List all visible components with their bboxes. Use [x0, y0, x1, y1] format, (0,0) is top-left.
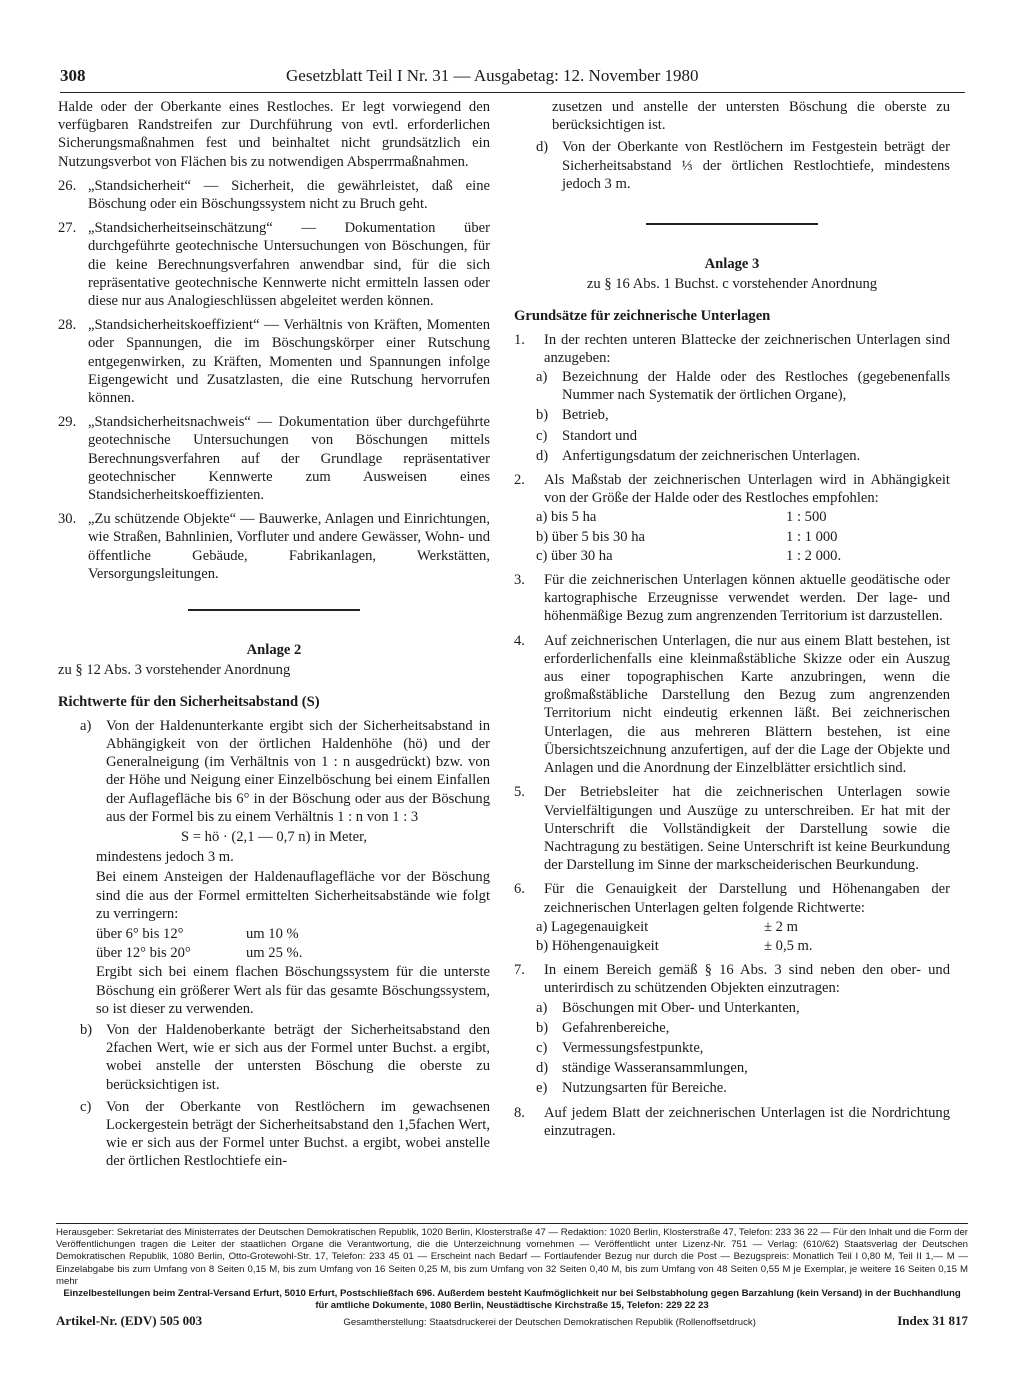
item-text: In der rechten unteren Blattecke der zeichnerischen Unterlagen sind anzugeben: — [544, 331, 950, 366]
sub-label: e) — [536, 1080, 548, 1097]
principle-sub — [514, 1039, 950, 1057]
sub-label: b) — [536, 407, 549, 424]
anlage-2-reference: zu § 12 Abs. 3 vorstehender Anordnung — [58, 662, 291, 679]
running-header: Gesetzblatt Teil I Nr. 31 — Ausgabetag: 12. November 1980 — [286, 66, 699, 85]
principle-sub — [514, 1059, 950, 1077]
reduction-value: um 25 %. — [246, 945, 303, 962]
rule-b — [58, 1021, 490, 1094]
rule-a — [58, 717, 490, 826]
publisher-info: Herausgeber: Sekretariat des Ministerrates der Deutschen Demokratischen Republik, 1020 Berlin, Klosterstraße 47 — Redaktion: 1020 Berlin, Klosterstraße 47, Telefon: 233 36 22 — Für den Inhalt und die Form der Veröffentlichungen tragen die Leiter der staatlichen Organe die Verantwortung, die die Unterzeichnung vornehmen — Veröffentlicht unter Lizenz-Nr. 751 — Verlag: (610/62) Staatsverlag der Deutschen Demokratischen Republik, 1080 Berlin, Otto-Grotewohl-Str. 17, Telefon: 233 45 01 — Erscheint nach Bedarf — Fortlaufender Bezug nur durch die Post — Bezugspreis: Monatlich Teil I 0,80 M, Teil II 1,— M — Einzelabgabe bis zum Umfang von 8 Seiten 0,15 M, bis zum Umfang von 16 Seiten 0,25 M, bis zum Umfang von 32 Seiten 0,40 M, bis zum Umfang von 48 Seiten 0,55 M je Exemplar, je weitere 16 Seiten 0,15 M mehr — [56, 1227, 968, 1287]
rule-a-rise: Bei einem Ansteigen der Haldenauflagefläche vor der Böschung sind die aus der Formel ermittelten Sicherheitsabstände wie folgt zu verringern: — [96, 869, 490, 922]
principle-1 — [514, 331, 950, 367]
definition-29 — [58, 413, 490, 504]
definition-30 — [58, 510, 490, 583]
imprint-bottom-line — [56, 1315, 968, 1329]
printer-info: Gesamtherstellung: Staatsdruckerei der Deutschen Demokratischen Republik (Rollenoffsetdruck) — [343, 1317, 756, 1329]
principle-sub — [514, 368, 950, 404]
item-text: Für die zeichnerischen Unterlagen können aktuelle geodätische oder kartographische Erzeugnisse verwendet werden. Der lage- und höhenmäßige Bezug zum angrenzenden Territorium ist darzustellen. — [544, 572, 950, 625]
principle-sub — [514, 427, 950, 445]
principle-7 — [514, 961, 950, 997]
accuracy-row — [514, 937, 950, 955]
item-text: Auf zeichnerischen Unterlagen, die nur aus einem Blatt bestehen, ist erforderlichenfalls eine kleinmaßstäbliche Skizze oder ein Auszug aus einer topographischen Karte anzubringen, wenn die großmaßstäbliche Darstellung den Bezug zum angrenzenden Territorium nicht eindeutig erkennen läßt. Bei zeichnerischen Unterlagen, die aus mehreren Blättern bestehen, ist eine Übersichtszeichnung anzufertigen, auf der die Lage der Objekte und Anlagen und die Anordnung der Einzelblätter ersichtlich sind. — [544, 632, 950, 777]
rule-label: d) — [536, 139, 549, 156]
item-text: „Standsicherheitseinschätzung“ — Dokumentation über durchgeführte geotechnische Untersuchungen von Böschungen, für die keine Berechnungsverfahren anwendbar sind, für die sich repräsentative geotechnische Kennwerte nicht ermitteln lassen oder diese nur aus Analogieschlüssen abgeleitet werden können. — [88, 220, 490, 310]
item-number: 1. — [514, 331, 525, 348]
item-text: Für die Genauigkeit der Darstellung und Höhenangaben der zeichnerischen Unterlagen gelten folgende Richtwerte: — [544, 881, 950, 916]
sub-label: d) — [536, 447, 549, 464]
item-number: 30. — [58, 511, 77, 528]
item-number: 29. — [58, 414, 77, 431]
safety-distance-formula: S = hö · (2,1 — 0,7 n) in Meter, — [181, 828, 367, 845]
item-number: 6. — [514, 881, 525, 898]
anlage-3-reference: zu § 16 Abs. 1 Buchst. c vorstehender Anordnung — [586, 276, 878, 293]
definition-27 — [58, 219, 490, 310]
sub-label: c) — [536, 427, 548, 444]
order-info: Einzelbestellungen beim Zentral-Versand Erfurt, 5010 Erfurt, Postschließfach 696. Außerdem besteht Kaufmöglichkeit nur bei Selbstabholung gegen Barzahlung (kein Versand) in der Buchhandlung für amtliche Dokumente, 1080 Berlin, Neustädtische Kirchstraße 15, Telefon: 229 22 23 — [63, 1288, 961, 1312]
item-text: Auf jedem Blatt der zeichnerischen Unterlagen ist die Nordrichtung einzutragen. — [544, 1104, 950, 1139]
rule-c-continuation: zusetzen und anstelle der untersten Böschung die oberste zu berücksichtigen ist. — [552, 99, 950, 134]
sub-label: a) — [536, 999, 548, 1016]
scale-row — [514, 547, 950, 565]
item-number: 3. — [514, 572, 525, 589]
principle-3 — [514, 571, 950, 626]
item-number: 4. — [514, 632, 525, 649]
rule-label: a) — [80, 717, 92, 734]
item-number: 5. — [514, 784, 525, 801]
sub-label: a) — [536, 369, 548, 386]
principle-4 — [514, 632, 950, 778]
index-number: Index 31 817 — [897, 1313, 968, 1329]
principle-sub — [514, 447, 950, 465]
rule-label: b) — [80, 1021, 93, 1038]
rule-label: c) — [80, 1098, 92, 1115]
right-column — [514, 98, 950, 1146]
anlage-2-title: Anlage 2 — [246, 642, 302, 659]
sub-text: Böschungen mit Ober- und Unterkanten, — [562, 999, 800, 1016]
item-text: „Standsicherheitskoeffizient“ — Verhältnis von Kräften, Momenten oder Spannungen, die im Böschungskörper einer Rutschung entgegenwirken, zu Kräften, Momenten und Spannungen infolge Eigengewicht und Zusatzlasten, die eine Rutschung hervorrufen können. — [88, 317, 490, 407]
sub-text: Anfertigungsdatum der zeichnerischen Unterlagen. — [562, 447, 861, 464]
sub-text: ständige Wasseransammlungen, — [562, 1060, 748, 1077]
item-number: 26. — [58, 177, 77, 194]
header-rule — [60, 92, 965, 93]
anlage-3-heading: Grundsätze für zeichnerische Unterlagen — [514, 308, 771, 325]
rule-text: Von der Haldenoberkante beträgt der Sicherheitsabstand den 2fachen Wert, wie er sich aus der Formel unter Buchst. a ergibt, wobei anstelle der untersten Böschung die oberste zu berücksichtigen ist. — [106, 1021, 490, 1093]
item-text: In einem Bereich gemäß § 16 Abs. 3 sind neben den ober- und unterirdisch zu schützenden Objekten einzutragen: — [544, 962, 950, 997]
reduction-range: über 6° bis 12° — [96, 925, 184, 942]
item-text: Als Maßstab der zeichnerischen Unterlagen wird in Abhängigkeit von der Größe der Halde oder des Restloches empfohlen: — [544, 472, 950, 507]
item-text: Der Betriebsleiter hat die zeichnerischen Unterlagen sowie Vervielfältigungen und Auszüge zu unterschreiben. Er hat mit der Unterschrift die Vollständigkeit der Darstellung sowie die Nachtragung zu bestätigen. Seine Unterschrift ist keine Beurkundung der Darstellung im Sinne der markscheiderischen Beurkundung. — [544, 784, 950, 874]
article-number: Artikel-Nr. (EDV) 505 003 — [56, 1313, 203, 1329]
accuracy-type: b) Höhengenauigkeit — [536, 937, 659, 954]
item-text: „Standsicherheit“ — Sicherheit, die gewährleistet, daß eine Böschung oder ein Böschungssystem nicht zu Bruch geht. — [88, 177, 490, 213]
principle-6 — [514, 880, 950, 916]
page-number: 308 — [60, 66, 86, 85]
sub-text: Bezeichnung der Halde oder des Restloches (gegebenenfalls Nummer nach Systematik der örtlichen Organe), — [562, 369, 950, 404]
accuracy-value: ± 2 m — [764, 918, 798, 935]
item-number: 28. — [58, 317, 77, 334]
principle-sub — [514, 999, 950, 1017]
sub-label: b) — [536, 1019, 549, 1036]
rule-text: Von der Haldenunterkante ergibt sich der Sicherheitsabstand in Abhängigkeit von der örtlichen Haldenhöhe (hö) und der Generalneigung (im Verhältnis von 1 : n ausgedrückt) bzw. von der Höhe und Neigung einer Einzelböschung bei einem Einfallen der Auflagefläche bis 6° in der Böschung oder aus der Böschung aus der Formel bis zu einem Verhältnis 1 : n von 1 : 3 — [106, 717, 490, 825]
rule-a-flat-system: Ergibt sich bei einem flachen Böschungssystem für die unterste Böschung ein größerer Wert als für das gesamte Böschungssystem, so ist dieser zu verwenden. — [96, 964, 490, 1017]
sub-text: Gefahrenbereiche, — [562, 1019, 670, 1036]
item-number: 2. — [514, 472, 525, 489]
sub-label: c) — [536, 1039, 548, 1056]
left-column — [58, 98, 490, 1173]
principle-8 — [514, 1104, 950, 1140]
principle-sub — [514, 1079, 950, 1097]
intro-paragraph: Halde oder der Oberkante eines Restloches. Er legt vorwiegend den verfügbaren Randstreifen zur Durchführung von evtl. erforderlichen Sicherungsmaßnahmen fest und beinhaltet nicht grundsätzlich ein Nutzungsverbot von Flächen bis zu notwendigen Absperrmaßnahmen. — [58, 99, 490, 170]
item-number: 7. — [514, 962, 525, 979]
anlage-2-heading: Richtwerte für den Sicherheitsabstand (S) — [58, 694, 320, 711]
scale-area: a) bis 5 ha — [536, 509, 597, 526]
scale-ratio: 1 : 1 000 — [786, 528, 838, 545]
rule-d — [514, 138, 950, 193]
rule-text: Von der Oberkante von Restlöchern im Festgestein beträgt der Sicherheitsabstand ⅓ der örtlichen Restlochtiefe, mindestens jedoch 3 m. — [562, 139, 950, 192]
item-number: 27. — [58, 220, 77, 237]
sub-text: Standort und — [562, 427, 637, 444]
definition-26 — [58, 177, 490, 213]
scale-ratio: 1 : 500 — [786, 509, 827, 526]
rule-c — [58, 1098, 490, 1171]
principle-2 — [514, 471, 950, 507]
item-text: „Standsicherheitsnachweis“ — Dokumentation über durchgeführte geotechnische Untersuchungen von Böschungen mittels Berechnungsverfahren auf der Grundlage repräsentativer geotechnischer Kennwerte zum Ausweisen eines Standsicherheitskoeffizienten. — [88, 414, 490, 504]
sub-text: Nutzungsarten für Bereiche. — [562, 1080, 727, 1097]
anlage-3-title: Anlage 3 — [704, 256, 760, 273]
reduction-row — [58, 944, 490, 962]
section-divider — [188, 609, 360, 611]
scale-row — [514, 508, 950, 526]
principle-sub — [514, 406, 950, 424]
sub-text: Betrieb, — [562, 407, 609, 424]
reduction-value: um 10 % — [246, 925, 299, 942]
principle-5 — [514, 783, 950, 874]
imprint — [56, 1223, 968, 1330]
sub-text: Vermessungsfestpunkte, — [562, 1039, 704, 1056]
accuracy-value: ± 0,5 m. — [764, 937, 813, 954]
accuracy-type: a) Lagegenauigkeit — [536, 918, 649, 935]
rule-text: Von der Oberkante von Restlöchern im gewachsenen Lockergestein beträgt der Sicherheitsabstand den 1,5fachen Wert, wie er sich aus der Formel unter Buchst. a ergibt, wobei anstelle der örtlichen Restlochtiefe ein- — [106, 1098, 490, 1170]
scale-row — [514, 528, 950, 546]
definition-28 — [58, 316, 490, 407]
accuracy-row — [514, 918, 950, 936]
item-number: 8. — [514, 1104, 525, 1121]
scale-area: b) über 5 bis 30 ha — [536, 528, 646, 545]
reduction-row — [58, 925, 490, 943]
item-text: „Zu schützende Objekte“ — Bauwerke, Anlagen und Einrichtungen, wie Straßen, Bahnlinien, Vorfluter und andere Gewässer, Wohn- und öffentliche Gebäude, Fabrikanlagen, Werkstätten, Versorgungsleitungen. — [88, 511, 490, 582]
reduction-range: über 12° bis 20° — [96, 945, 191, 962]
scale-ratio: 1 : 2 000. — [786, 547, 842, 564]
rule-a-minimum: mindestens jedoch 3 m. — [96, 849, 234, 866]
sub-label: d) — [536, 1060, 549, 1077]
section-divider — [646, 223, 818, 225]
principle-sub — [514, 1019, 950, 1037]
scale-area: c) über 30 ha — [536, 547, 613, 564]
